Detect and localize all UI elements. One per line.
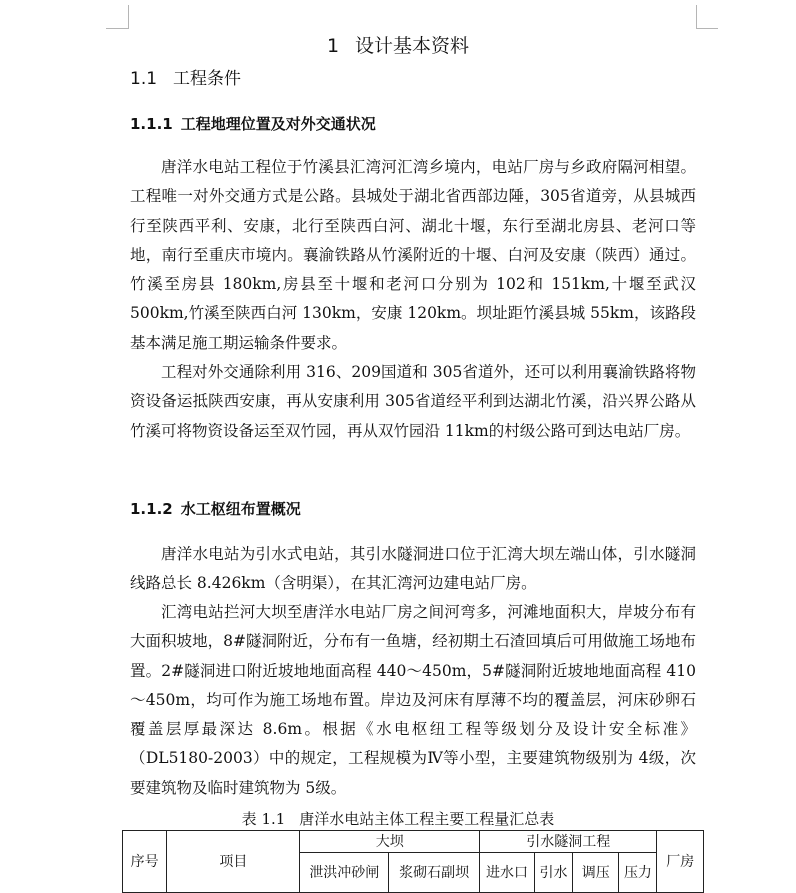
paragraph-station-type: 唐洋水电站为引水式电站，其引水隧洞进口位于汇湾大坝左端山体，引水隧洞线路总长 8.426km（含明渠），在其汇湾河边建电站厂房。: [130, 545, 696, 593]
chapter-number: 1: [326, 35, 340, 57]
table-caption-number: 表 1.1: [241, 810, 286, 828]
table-caption-title: 唐洋水电站主体工程主要工程量汇总表: [299, 810, 555, 828]
header-dam: 大坝: [300, 831, 480, 853]
header-surge: 调压: [572, 853, 618, 893]
header-diversion: 引水: [534, 853, 572, 893]
subsection-heading-layout: [130, 498, 301, 519]
table-caption: [0, 808, 796, 829]
subsection-heading-location: [130, 113, 376, 134]
header-pressure: 压力: [619, 853, 657, 893]
chapter-heading: [0, 31, 796, 58]
header-intake: 进水口: [480, 853, 535, 893]
quantity-summary-table: [122, 830, 704, 893]
section-title: 工程条件: [173, 69, 242, 89]
header-spillway-gate: 泄洪冲砂闸: [300, 853, 389, 893]
paragraph-site-conditions: 汇湾电站拦河大坝至唐洋水电站厂房之间河弯多，河滩地面积大，岸坡分布有大面积坡地，8#隧洞附近，分布有一鱼塘，经初期土石渣回填后可用做施工场地布置。2#隧洞进口附近坡地地面高程 440～450m，5#隧洞附近坡地地面高程 410～450m，均可作为施工场地布置。岸边及河床有厚薄不均的覆盖层，河床砂卵石覆盖层厚最深达 8.6m。根据《水电枢纽工程等级划分及设计安全标准》（DL5180-2003）中的规定，工程规模为Ⅳ等小型，主要建筑物级别为 4级，次要建筑物及临时建筑物为 5级。: [130, 603, 696, 797]
header-masonry-dam: 浆砌石副坝: [389, 853, 480, 893]
paragraph-location: 唐洋水电站工程位于竹溪县汇湾河汇湾乡境内，电站厂房与乡政府隔河相望。工程唯一对外交通方式是公路。县城处于湖北省西部边陲，305省道旁，从县城西行至陕西平利、安康，北行至陕西白河、湖北十堰，东行至湖北房县、老河口等地，南行至重庆市境内。襄渝铁路从竹溪附近的十堰、白河及安康（陕西）通过。竹溪至房县 180km,房县至十堰和老河口分别为 102和 151km,十堰至武汉 500km,竹溪至陕西白河 130km，安康 120km。坝址距竹溪县城 55km，该路段基本满足施工期运输条件要求。: [130, 158, 696, 352]
subsection-number: 1.1.2: [130, 500, 173, 518]
page-corner-mark-left: [128, 5, 129, 29]
header-tunnel: 引水隧洞工程: [480, 831, 657, 853]
chapter-title: 设计基本资料: [355, 35, 470, 57]
section-number: 1.1: [130, 69, 158, 89]
page-corner-mark-left-horizontal: [106, 28, 128, 29]
page-corner-mark-right: [696, 5, 697, 29]
header-item: 项目: [167, 831, 300, 893]
page-corner-mark-right-horizontal: [696, 28, 718, 29]
subsection-number: 1.1.1: [130, 115, 173, 133]
header-seq: 序号: [123, 831, 167, 893]
subsection-title: 水工枢纽布置概况: [180, 500, 301, 518]
paragraph-transport: 工程对外交通除利用 316、209国道和 305省道外，还可以利用襄渝铁路将物资设备运抵陕西安康，再从安康利用 305省道经平利到达湖北竹溪，沿兴界公路从竹溪可将物资设备运至双竹园，再从双竹园沿 11km的村级公路可到达电站厂房。: [130, 363, 696, 440]
section-heading: [130, 64, 241, 89]
header-powerhouse: 厂房: [657, 831, 704, 893]
subsection-title: 工程地理位置及对外交通状况: [180, 115, 376, 133]
